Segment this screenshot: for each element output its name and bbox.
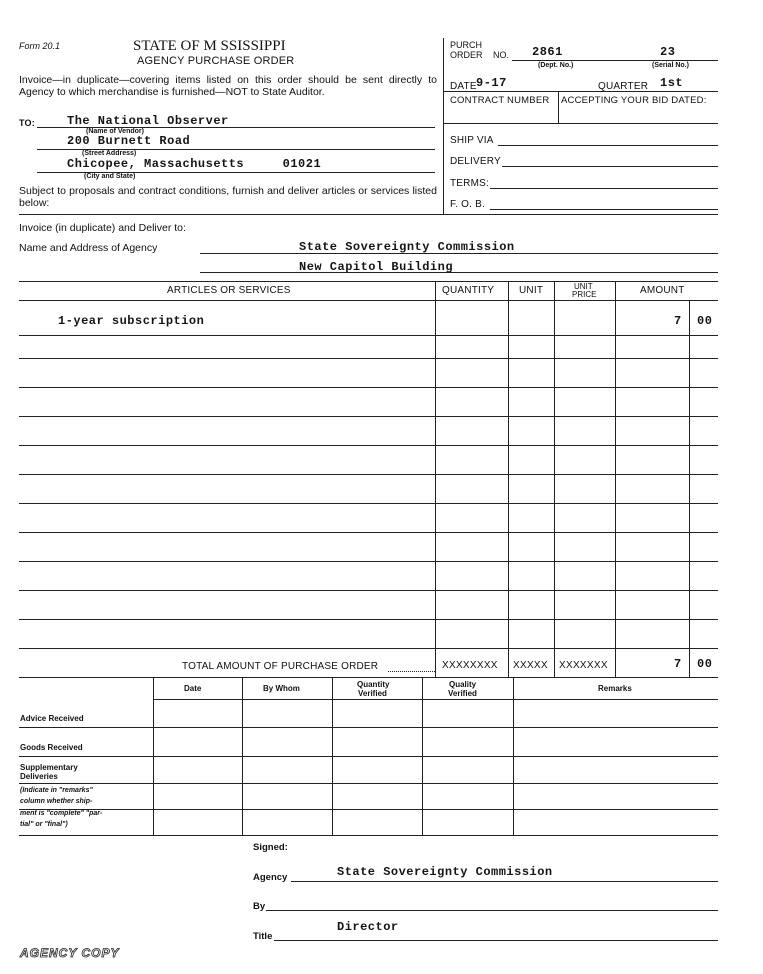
total-unit: XXXXX (513, 660, 548, 671)
rcv-indicate-1: (Indicate in "remarks" (20, 787, 93, 794)
sig-title-label: Title (253, 931, 273, 942)
header-articles: ARTICLES OR SERVICES (167, 285, 291, 296)
rcv-header-by-whom: By Whom (263, 684, 300, 693)
vendor-city-state: Chicopee, Massachusetts 01021 (67, 157, 322, 171)
rcv-header-date: Date (184, 684, 202, 693)
header-unit-price-1: UNIT (574, 282, 593, 291)
rcv-supplementary-2: Deliveries (20, 772, 58, 781)
total-cents: 00 (697, 657, 713, 671)
po-label-2: ORDER (450, 50, 483, 60)
subject-text: Subject to proposals and contract conditions, furnish and deliver articles or services listed below: (19, 185, 437, 209)
dept-no-caption: (Dept. No.) (538, 62, 574, 69)
date-label: DATE (450, 81, 477, 92)
agency-name-label: Name and Address of Agency (19, 242, 158, 254)
form-subtitle: AGENCY PURCHASE ORDER (137, 55, 295, 67)
rcv-supplementary-1: Supplementary (20, 763, 78, 772)
form-title: STATE OF M SSISSIPPI (133, 38, 286, 54)
quarter-value: 1st (660, 76, 684, 90)
rcv-header-remarks: Remarks (598, 684, 632, 693)
rcv-header-qty-1: Quantity (357, 680, 390, 689)
total-label: TOTAL AMOUNT OF PURCHASE ORDER (182, 661, 379, 672)
rcv-indicate-4: tial" or "final") (20, 821, 68, 828)
ship-via-label: SHIP VIA (450, 135, 494, 146)
po-no-label: NO. (493, 50, 510, 60)
signed-label: Signed: (253, 842, 288, 853)
form-number: Form 20.1 (19, 41, 61, 51)
agency-name: State Sovereignty Commission (299, 240, 515, 254)
fob-label: F. O. B. (450, 199, 485, 210)
serial-number: 23 (660, 45, 676, 59)
accepting-bid-label: ACCEPTING YOUR BID DATED: (561, 95, 707, 106)
invoice-instructions: Invoice—in duplicate—covering items listed on this order should be sent directly to Agency to which merchandise is furnished—NOT to State Auditor. (19, 74, 437, 98)
vendor-name-caption: (Name of Vendor) (86, 128, 144, 135)
rcv-advice-received: Advice Received (20, 714, 84, 723)
rcv-header-qty-2: Verified (358, 689, 387, 698)
dept-number: 2861 (532, 45, 563, 59)
po-label-1: PURCH (450, 40, 483, 50)
agency-copy-stamp: AGENCY COPY (20, 946, 120, 960)
delivery-label: DELIVERY (450, 156, 501, 167)
sig-by-label: By (253, 901, 266, 912)
quarter-label: QUARTER (598, 81, 649, 92)
invoice-deliver-label: Invoice (in duplicate) and Deliver to: (19, 222, 186, 234)
vendor-street: 200 Burnett Road (67, 134, 191, 148)
total-unit-price: XXXXXXX (559, 660, 608, 671)
to-label: TO: (19, 118, 35, 128)
sig-agency-label: Agency (253, 872, 288, 883)
date-value: 9-17 (476, 76, 507, 90)
header-amount: AMOUNT (640, 285, 685, 296)
header-quantity: QUANTITY (442, 285, 495, 296)
rcv-header-quality-2: Verified (448, 689, 477, 698)
sig-agency-value: State Sovereignty Commission (337, 865, 553, 879)
header-unit: UNIT (519, 285, 544, 296)
rcv-indicate-3: ment is "complete" "par- (20, 810, 103, 817)
sig-title-value: Director (337, 920, 399, 934)
terms-label: TERMS: (450, 178, 489, 189)
rcv-goods-received: Goods Received (20, 743, 83, 752)
vendor-name: The National Observer (67, 114, 229, 128)
agency-address: New Capitol Building (299, 260, 454, 274)
total-dollars: 7 (674, 657, 682, 671)
serial-no-caption: (Serial No.) (652, 62, 689, 69)
table-row-cents: 00 (697, 314, 713, 328)
total-quantity: XXXXXXXX (442, 660, 498, 671)
table-row-dollars: 7 (674, 314, 682, 328)
contract-number-label: CONTRACT NUMBER (450, 95, 550, 106)
rcv-header-quality-1: Quality (449, 680, 477, 689)
rcv-indicate-2: column whether ship- (20, 798, 93, 805)
vendor-street-caption: (Street Address) (82, 150, 137, 157)
table-row-article: 1-year subscription (58, 314, 205, 328)
vendor-city-caption: (City and State) (84, 173, 136, 180)
header-unit-price-2: PRICE (572, 290, 597, 299)
